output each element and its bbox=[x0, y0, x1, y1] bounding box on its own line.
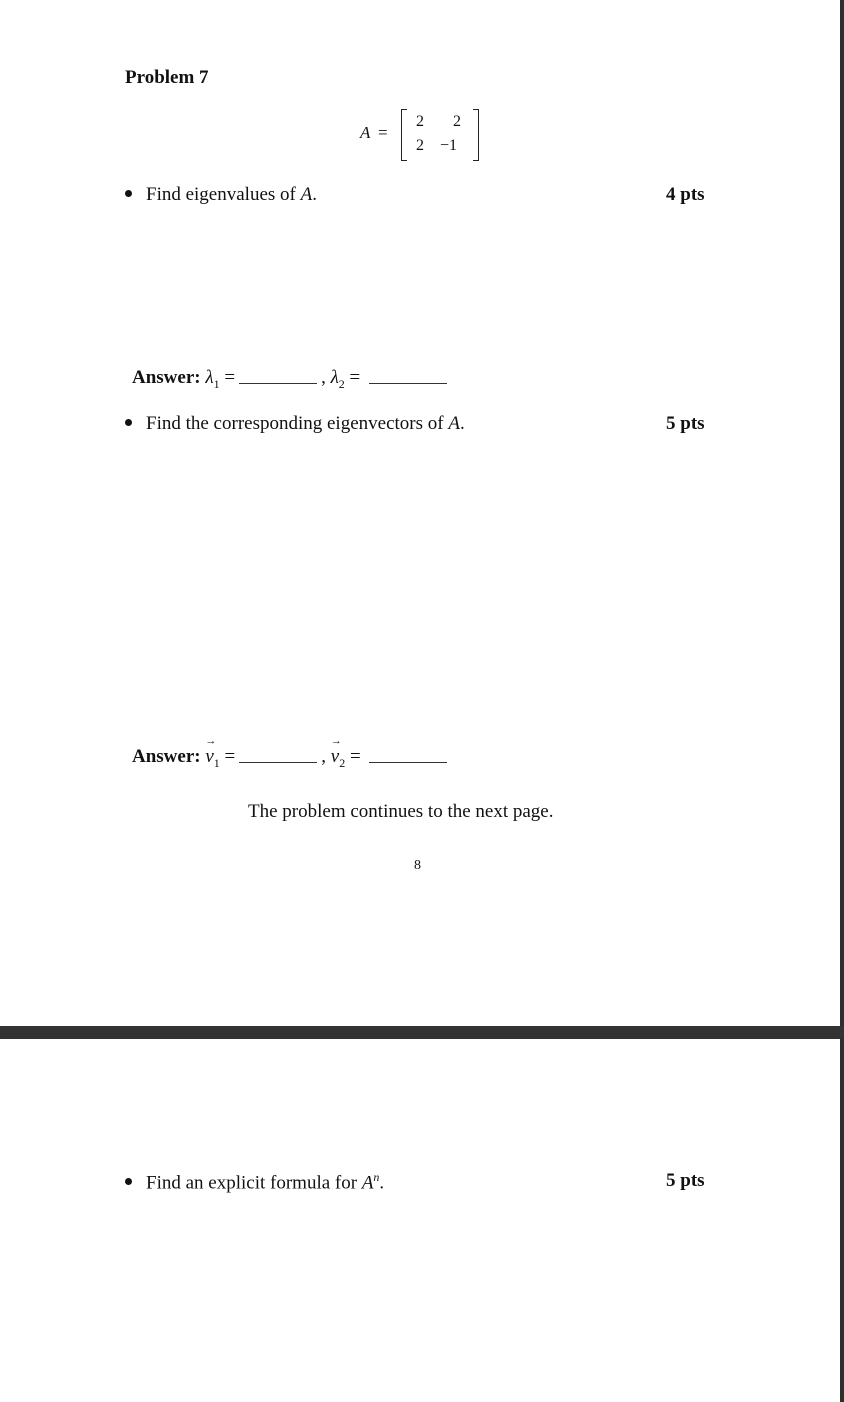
points-q2: 5 pts bbox=[666, 413, 705, 434]
question-eigenvalues bbox=[125, 184, 317, 206]
punctuation: . bbox=[459, 413, 465, 434]
equals: = bbox=[349, 367, 361, 388]
left-bracket bbox=[401, 109, 407, 161]
points-q3: 5 pts bbox=[666, 1170, 705, 1191]
page-number: 8 bbox=[414, 858, 421, 873]
page-edge bbox=[840, 0, 844, 1402]
matrix-cell-2-1: 2 bbox=[416, 137, 424, 154]
punctuation: . bbox=[379, 1172, 385, 1194]
question-text: Find an explicit formula for bbox=[146, 1172, 362, 1194]
equals: = bbox=[349, 746, 361, 767]
answer-eigenvalues bbox=[132, 367, 451, 392]
matrix-var: A bbox=[300, 184, 313, 205]
separator: , bbox=[321, 367, 326, 388]
subscript: 1 bbox=[213, 755, 220, 770]
answer-blank-lambda-2[interactable] bbox=[369, 382, 447, 384]
answer-blank-v2[interactable] bbox=[369, 761, 447, 763]
subscript: 1 bbox=[213, 376, 220, 391]
right-bracket bbox=[473, 109, 479, 161]
vector-v1: → v bbox=[205, 746, 213, 768]
question-text: Find the corresponding eigenvectors of bbox=[146, 413, 449, 434]
equals: = bbox=[224, 367, 236, 388]
answer-blank-v1[interactable] bbox=[239, 761, 317, 763]
matrix-name: A bbox=[360, 123, 371, 142]
answer-eigenvectors bbox=[132, 746, 451, 771]
question-text: Find eigenvalues of bbox=[146, 184, 301, 205]
matrix-cell-1-1: 2 bbox=[416, 113, 424, 130]
punctuation: . bbox=[312, 184, 317, 205]
answer-blank-lambda-1[interactable] bbox=[239, 382, 317, 384]
bullet-icon bbox=[125, 1178, 132, 1185]
matrix-cell-1-2: 2 bbox=[453, 113, 461, 130]
question-eigenvectors bbox=[125, 413, 465, 435]
exponent: n bbox=[373, 1170, 380, 1184]
bullet-icon bbox=[125, 419, 132, 426]
lambda-1: λ bbox=[205, 367, 214, 388]
matrix-equals: = bbox=[378, 123, 388, 142]
question-power-formula bbox=[125, 1170, 384, 1194]
vector-v2: → v bbox=[331, 746, 339, 768]
matrix-definition bbox=[360, 109, 840, 161]
matrix-var: A bbox=[361, 1172, 374, 1194]
separator: , bbox=[321, 746, 327, 767]
answer-label: Answer: bbox=[132, 367, 201, 388]
subscript: 2 bbox=[338, 376, 345, 391]
matrix-cell-2-2: −1 bbox=[440, 137, 458, 154]
equals: = bbox=[224, 746, 236, 767]
problem-title: Problem 7 bbox=[125, 67, 209, 88]
continue-note: The problem continues to the next page. bbox=[248, 801, 554, 822]
lambda-2: λ bbox=[330, 367, 339, 388]
answer-label: Answer: bbox=[132, 746, 201, 767]
bullet-icon bbox=[125, 190, 132, 197]
page-break bbox=[0, 1026, 844, 1039]
matrix-var: A bbox=[448, 413, 460, 434]
points-q1: 4 pts bbox=[666, 184, 705, 205]
subscript: 2 bbox=[339, 755, 346, 770]
